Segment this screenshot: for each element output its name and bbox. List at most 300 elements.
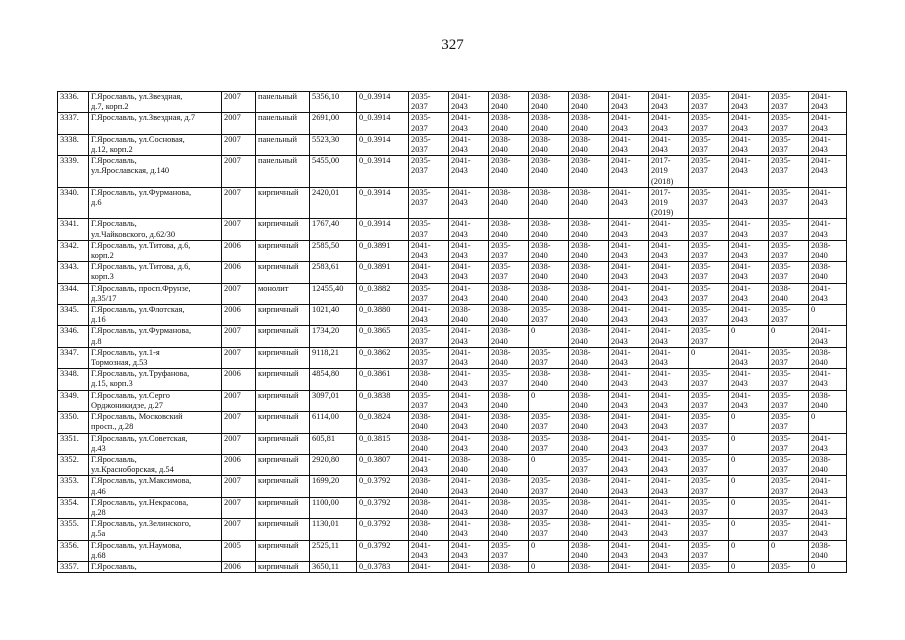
period-cell: 2041- 2043 [809, 92, 847, 113]
wall-material-cell: кирпичный [256, 369, 310, 390]
period-cell: 0 [729, 433, 769, 454]
table-row [58, 326, 847, 347]
period-cell: 2038- [489, 561, 529, 572]
period-cell: 2041- 2043 [809, 283, 847, 304]
period-cell: 2041- 2043 [609, 412, 649, 433]
period-cell: 2041- 2043 [609, 92, 649, 113]
wall-material-cell: кирпичный [256, 326, 310, 347]
period-cell: 2041- [449, 561, 489, 572]
period-cell: 2038- 2040 [569, 390, 609, 411]
period-cell: 2038- 2040 [569, 519, 609, 540]
address-cell: Г.Ярославль, ул.Советская, д.43 [89, 433, 222, 454]
index-cell: 0_0.3882 [357, 283, 409, 304]
period-cell: 2041- 2043 [649, 497, 689, 518]
area-cell: 5523,30 [310, 134, 357, 155]
period-cell: 2038- 2040 [569, 305, 609, 326]
address-cell: Г.Ярославль, ул.Сосновая, д.12, корп.2 [89, 134, 222, 155]
period-cell: 2041- 2043 [649, 305, 689, 326]
row-number-cell: 3341. [58, 219, 89, 240]
period-cell: 2038- 2040 [529, 113, 569, 134]
area-cell: 3097,01 [310, 390, 357, 411]
period-cell: 2041- 2043 [729, 347, 769, 368]
year-cell: 2006 [222, 561, 256, 572]
period-cell: 2038- 2040 [489, 476, 529, 497]
period-cell: 2035- 2037 [689, 519, 729, 540]
row-number-cell: 3353. [58, 476, 89, 497]
period-cell: 2035- 2037 [529, 519, 569, 540]
period-cell: 0 [529, 326, 569, 347]
period-cell: 2038- 2040 [569, 476, 609, 497]
period-cell: 2035- 2037 [689, 92, 729, 113]
period-cell: 2041- 2043 [809, 113, 847, 134]
period-cell: 2041- 2043 [609, 305, 649, 326]
period-cell: 2035- 2037 [769, 219, 809, 240]
period-cell: 2035- 2037 [489, 262, 529, 283]
index-cell: 0_0.3861 [357, 369, 409, 390]
period-cell: 2041- 2043 [649, 476, 689, 497]
wall-material-cell: панельный [256, 92, 310, 113]
table-row [58, 412, 847, 433]
wall-material-cell: кирпичный [256, 476, 310, 497]
period-cell: 2038- 2040 [529, 187, 569, 219]
period-cell: 2035- 2037 [689, 134, 729, 155]
period-cell: 2041- 2043 [449, 283, 489, 304]
period-cell: 2038- 2040 [489, 497, 529, 518]
period-cell: 2041- 2043 [809, 497, 847, 518]
period-cell: 2041- 2043 [729, 156, 769, 188]
period-cell: 2041- 2043 [729, 283, 769, 304]
period-cell: 0 [529, 454, 569, 475]
address-cell: Г.Ярославль, ул.Наумова, д.68 [89, 540, 222, 561]
period-cell: 2035- 2037 [769, 433, 809, 454]
period-cell: 2038- 2040 [529, 262, 569, 283]
area-cell: 9118,21 [310, 347, 357, 368]
period-cell: 2035- 2037 [689, 540, 729, 561]
address-cell: Г.Ярославль, ул.Чайковского, д.62/30 [89, 219, 222, 240]
index-cell: 0_0.3914 [357, 187, 409, 219]
table-row [58, 262, 847, 283]
period-cell: 2041- 2043 [729, 369, 769, 390]
row-number-cell: 3340. [58, 187, 89, 219]
period-cell: 2041- 2043 [449, 476, 489, 497]
period-cell: 2041- 2043 [729, 240, 769, 261]
period-cell: 2041- 2043 [609, 369, 649, 390]
period-cell: 2035- 2037 [689, 412, 729, 433]
period-cell: 2041- 2043 [449, 187, 489, 219]
period-cell: 2038- 2040 [409, 369, 449, 390]
table-row [58, 92, 847, 113]
table-row [58, 476, 847, 497]
period-cell: 2035- 2037 [529, 476, 569, 497]
period-cell: 2041- [649, 561, 689, 572]
period-cell: 2041- 2043 [649, 369, 689, 390]
period-cell: 2038- 2040 [449, 305, 489, 326]
row-number-cell: 3342. [58, 240, 89, 261]
address-cell: Г.Ярославль, ул.Зелинского, д.5а [89, 519, 222, 540]
period-cell: 2035- 2037 [769, 369, 809, 390]
period-cell: 2035- 2037 [689, 369, 729, 390]
row-number-cell: 3352. [58, 454, 89, 475]
period-cell: 2041- 2043 [649, 519, 689, 540]
wall-material-cell: монолит [256, 283, 310, 304]
wall-material-cell: панельный [256, 156, 310, 188]
period-cell: 0 [729, 540, 769, 561]
period-cell: 2035- 2037 [489, 240, 529, 261]
area-cell: 1021,40 [310, 305, 357, 326]
period-cell: 2035- 2037 [689, 283, 729, 304]
year-cell: 2006 [222, 262, 256, 283]
area-cell: 5356,10 [310, 92, 357, 113]
address-cell: Г.Ярославль, ул.1-я Тормозная, д.53 [89, 347, 222, 368]
period-cell: 2041- 2043 [649, 454, 689, 475]
period-cell: 2038- 2040 [489, 519, 529, 540]
period-cell: 2038- 2040 [529, 156, 569, 188]
table-row [58, 187, 847, 219]
period-cell: 2038- 2040 [489, 113, 529, 134]
period-cell: 0 [769, 326, 809, 347]
period-cell: 2038- 2040 [529, 283, 569, 304]
period-cell: 2038- 2040 [489, 326, 529, 347]
period-cell: 2035- 2037 [689, 219, 729, 240]
period-cell: 2035- 2037 [769, 134, 809, 155]
period-cell: 2041- 2043 [649, 433, 689, 454]
period-cell: 2038- 2040 [489, 187, 529, 219]
period-cell: 2035- 2037 [689, 497, 729, 518]
period-cell: 2041- 2043 [649, 347, 689, 368]
period-cell: 0 [729, 497, 769, 518]
period-cell: 2041- 2043 [609, 519, 649, 540]
period-cell: 2041- 2043 [609, 156, 649, 188]
period-cell: 2038- 2040 [769, 283, 809, 304]
period-cell: 2041- 2043 [649, 390, 689, 411]
table-row [58, 240, 847, 261]
address-cell: Г.Ярославль, ул.Фурманова, д.8 [89, 326, 222, 347]
period-cell: 2041- 2043 [649, 240, 689, 261]
period-cell: 2041- 2043 [449, 369, 489, 390]
year-cell: 2007 [222, 519, 256, 540]
table-row [58, 454, 847, 475]
year-cell: 2007 [222, 390, 256, 411]
page-number: 327 [441, 37, 464, 53]
year-cell: 2007 [222, 433, 256, 454]
row-number-cell: 3345. [58, 305, 89, 326]
period-cell: 2041- 2043 [649, 92, 689, 113]
area-cell: 5455,00 [310, 156, 357, 188]
period-cell: 2041- 2043 [449, 326, 489, 347]
year-cell: 2007 [222, 497, 256, 518]
period-cell: 2041- 2043 [409, 240, 449, 261]
index-cell: 0_0.3792 [357, 540, 409, 561]
period-cell: 2041- 2043 [449, 390, 489, 411]
period-cell: 2038- 2040 [489, 219, 529, 240]
address-cell: Г.Ярославль, ул.Серго Орджоникидзе, д.27 [89, 390, 222, 411]
period-cell: 2041- 2043 [729, 305, 769, 326]
area-cell: 3650,11 [310, 561, 357, 572]
period-cell: 2038- 2040 [569, 113, 609, 134]
year-cell: 2007 [222, 219, 256, 240]
period-cell: 2038- 2040 [809, 454, 847, 475]
period-cell: 0 [729, 412, 769, 433]
area-cell: 2691,00 [310, 113, 357, 134]
address-cell: Г.Ярославль, ул.Титова, д.6, корп.2 [89, 240, 222, 261]
period-cell: 2041- 2043 [449, 262, 489, 283]
period-cell: 2041- 2043 [729, 92, 769, 113]
period-cell: 2035- 2037 [769, 92, 809, 113]
period-cell: 2041- 2043 [809, 187, 847, 219]
area-cell: 6114,00 [310, 412, 357, 433]
period-cell: 2038- 2040 [529, 240, 569, 261]
table-row [58, 113, 847, 134]
period-cell: 2041- 2043 [729, 134, 769, 155]
period-cell: 2038- 2040 [409, 519, 449, 540]
row-number-cell: 3348. [58, 369, 89, 390]
period-cell: 2041- 2043 [609, 476, 649, 497]
period-cell: 2038- 2040 [569, 412, 609, 433]
index-cell: 0_0.3914 [357, 113, 409, 134]
period-cell: 2038- [569, 561, 609, 572]
period-cell: 2035- 2037 [689, 113, 729, 134]
address-cell: Г.Ярославль, ул.Труфанова, д.15, корп.3 [89, 369, 222, 390]
period-cell: 2041- 2043 [649, 540, 689, 561]
address-cell: Г.Ярославль, ул.Красноборская, д.54 [89, 454, 222, 475]
area-cell: 1767,40 [310, 219, 357, 240]
row-number-cell: 3354. [58, 497, 89, 518]
row-number-cell: 3349. [58, 390, 89, 411]
period-cell: 2041- 2043 [609, 390, 649, 411]
period-cell: 0 [729, 454, 769, 475]
index-cell: 0_0.3838 [357, 390, 409, 411]
period-cell: 2041- 2043 [609, 113, 649, 134]
period-cell: 2038- 2040 [489, 305, 529, 326]
period-cell: 2041- 2043 [449, 113, 489, 134]
area-cell: 2583,61 [310, 262, 357, 283]
area-cell: 2920,80 [310, 454, 357, 475]
period-cell: 2038- 2040 [809, 347, 847, 368]
period-cell: 2041- 2043 [449, 540, 489, 561]
period-cell: 2041- 2043 [449, 240, 489, 261]
period-cell: 2041- 2043 [809, 156, 847, 188]
period-cell: 2035- 2037 [529, 412, 569, 433]
period-cell: 0 [529, 561, 569, 572]
period-cell: 2035- 2037 [409, 92, 449, 113]
row-number-cell: 3347. [58, 347, 89, 368]
period-cell: 2038- 2040 [489, 412, 529, 433]
period-cell: 2035- 2037 [409, 219, 449, 240]
period-cell: 2041- 2043 [449, 92, 489, 113]
table-row [58, 305, 847, 326]
table-row [58, 347, 847, 368]
period-cell: 2035- 2037 [769, 497, 809, 518]
period-cell: 2041- 2043 [609, 347, 649, 368]
year-cell: 2007 [222, 113, 256, 134]
row-number-cell: 3336. [58, 92, 89, 113]
table-row [58, 283, 847, 304]
period-cell: 2035- 2037 [409, 347, 449, 368]
index-cell: 0_0.3891 [357, 240, 409, 261]
period-cell: 2041- 2043 [409, 262, 449, 283]
wall-material-cell: кирпичный [256, 497, 310, 518]
period-cell: 2038- 2040 [569, 219, 609, 240]
address-cell: Г.Ярославль, ул.Фурманова, д.6 [89, 187, 222, 219]
wall-material-cell: кирпичный [256, 347, 310, 368]
table-row [58, 519, 847, 540]
period-cell: 2041- 2043 [449, 134, 489, 155]
area-cell: 1100,00 [310, 497, 357, 518]
period-cell: 0 [769, 540, 809, 561]
period-cell: 2038- 2040 [569, 540, 609, 561]
period-cell: 2041- 2043 [609, 240, 649, 261]
period-cell: 2041- 2043 [449, 219, 489, 240]
period-cell: 2038- 2040 [489, 134, 529, 155]
period-cell: 2035- 2037 [409, 187, 449, 219]
period-cell: 2035- 2037 [769, 390, 809, 411]
period-cell: 2035- 2037 [529, 347, 569, 368]
period-cell: 0 [729, 476, 769, 497]
wall-material-cell: кирпичный [256, 454, 310, 475]
period-cell: 2041- 2043 [649, 134, 689, 155]
period-cell: 0 [689, 347, 729, 368]
period-cell: 2038- 2040 [569, 497, 609, 518]
period-cell: 2041- 2043 [649, 283, 689, 304]
period-cell: 0 [529, 390, 569, 411]
period-cell: 2038- 2040 [569, 283, 609, 304]
period-cell: 2041- 2043 [449, 347, 489, 368]
wall-material-cell: кирпичный [256, 219, 310, 240]
period-cell: 2038- 2040 [489, 283, 529, 304]
period-cell: 2041- 2043 [449, 412, 489, 433]
period-cell: 2038- 2040 [409, 497, 449, 518]
period-cell: 2041- 2043 [649, 113, 689, 134]
area-cell: 2525,11 [310, 540, 357, 561]
row-number-cell: 3343. [58, 262, 89, 283]
table-row [58, 134, 847, 155]
year-cell: 2005 [222, 540, 256, 561]
wall-material-cell: кирпичный [256, 519, 310, 540]
period-cell: 2041- 2043 [809, 134, 847, 155]
area-cell: 1130,01 [310, 519, 357, 540]
period-cell: 2035- [769, 561, 809, 572]
wall-material-cell: кирпичный [256, 540, 310, 561]
row-number-cell: 3339. [58, 156, 89, 188]
wall-material-cell: кирпичный [256, 433, 310, 454]
address-cell: Г.Ярославль, ул.Максимова, д.46 [89, 476, 222, 497]
index-cell: 0_0.3824 [357, 412, 409, 433]
period-cell: 2041- 2043 [729, 262, 769, 283]
period-cell: 0 [809, 412, 847, 433]
wall-material-cell: панельный [256, 134, 310, 155]
period-cell: 2038- 2040 [569, 369, 609, 390]
table-row [58, 390, 847, 411]
period-cell: 2041- 2043 [409, 540, 449, 561]
index-cell: 0_0.3792 [357, 497, 409, 518]
period-cell: 2038- 2040 [809, 240, 847, 261]
period-cell: 2038- 2040 [449, 454, 489, 475]
index-cell: 0_0.3792 [357, 519, 409, 540]
table-row [58, 497, 847, 518]
period-cell: 2038- 2040 [489, 390, 529, 411]
row-number-cell: 3338. [58, 134, 89, 155]
period-cell: 2041- 2043 [809, 433, 847, 454]
period-cell: 2035- [689, 561, 729, 572]
index-cell: 0_0.3914 [357, 92, 409, 113]
period-cell: 2041- 2043 [649, 326, 689, 347]
area-cell: 2420,01 [310, 187, 357, 219]
period-cell: 2038- 2040 [489, 156, 529, 188]
period-cell: 2035- 2037 [769, 476, 809, 497]
period-cell: 2038- 2040 [569, 326, 609, 347]
area-cell: 1699,20 [310, 476, 357, 497]
table-row [58, 433, 847, 454]
period-cell: 2038- 2040 [489, 454, 529, 475]
row-number-cell: 3344. [58, 283, 89, 304]
period-cell: 2041- 2043 [649, 412, 689, 433]
period-cell: 0 [809, 561, 847, 572]
year-cell: 2006 [222, 240, 256, 261]
wall-material-cell: кирпичный [256, 412, 310, 433]
period-cell: 2035- 2037 [769, 347, 809, 368]
period-cell: 0 [729, 519, 769, 540]
period-cell: 2035- 2037 [689, 156, 729, 188]
address-cell: Г.Ярославль, ул.Звездная, д.7 [89, 113, 222, 134]
registry-table [57, 91, 847, 573]
period-cell: 2035- 2037 [769, 113, 809, 134]
address-cell: Г.Ярославль, ул.Звездная, д.7, корп.2 [89, 92, 222, 113]
area-cell: 12455,40 [310, 283, 357, 304]
period-cell: 2041- 2043 [729, 113, 769, 134]
period-cell: 2041- 2043 [729, 187, 769, 219]
period-cell: 2035- 2037 [689, 476, 729, 497]
period-cell: 2041- 2043 [409, 305, 449, 326]
period-cell: 2041- 2043 [609, 497, 649, 518]
address-cell: Г.Ярославль, [89, 561, 222, 572]
period-cell: 2041- 2043 [809, 519, 847, 540]
index-cell: 0_0.3914 [357, 219, 409, 240]
period-cell: 2035- 2037 [769, 305, 809, 326]
period-cell: 2038- 2040 [529, 134, 569, 155]
index-cell: 0_0.3865 [357, 326, 409, 347]
period-cell: 2035- 2037 [409, 390, 449, 411]
period-cell: 2035- 2037 [529, 433, 569, 454]
index-cell: 0_0.3914 [357, 156, 409, 188]
period-cell: 2041- 2043 [609, 187, 649, 219]
period-cell: 2041- 2043 [609, 433, 649, 454]
period-cell: 2038- 2040 [569, 433, 609, 454]
period-cell: 2035- 2037 [409, 283, 449, 304]
period-cell: 2038- 2040 [569, 262, 609, 283]
period-cell: 2041- 2043 [449, 497, 489, 518]
address-cell: Г.Ярославль, ул.Титова, д.6, корп.3 [89, 262, 222, 283]
wall-material-cell: кирпичный [256, 262, 310, 283]
period-cell: 2038- 2040 [529, 219, 569, 240]
address-cell: Г.Ярославль, ул.Ярославская, д.140 [89, 156, 222, 188]
period-cell: 2035- 2037 [689, 390, 729, 411]
period-cell: 2035- 2037 [489, 540, 529, 561]
table-row [58, 369, 847, 390]
period-cell: 2035- 2037 [409, 156, 449, 188]
row-number-cell: 3356. [58, 540, 89, 561]
index-cell: 0_0.3807 [357, 454, 409, 475]
row-number-cell: 3337. [58, 113, 89, 134]
period-cell: 2035- 2037 [689, 433, 729, 454]
period-cell: 2017- 2019 (2018) [649, 156, 689, 188]
table-row [58, 540, 847, 561]
wall-material-cell: кирпичный [256, 240, 310, 261]
row-number-cell: 3350. [58, 412, 89, 433]
period-cell: 2041- 2043 [609, 326, 649, 347]
period-cell: 2041- 2043 [609, 283, 649, 304]
table-row [58, 561, 847, 572]
period-cell: 2041- 2043 [609, 262, 649, 283]
